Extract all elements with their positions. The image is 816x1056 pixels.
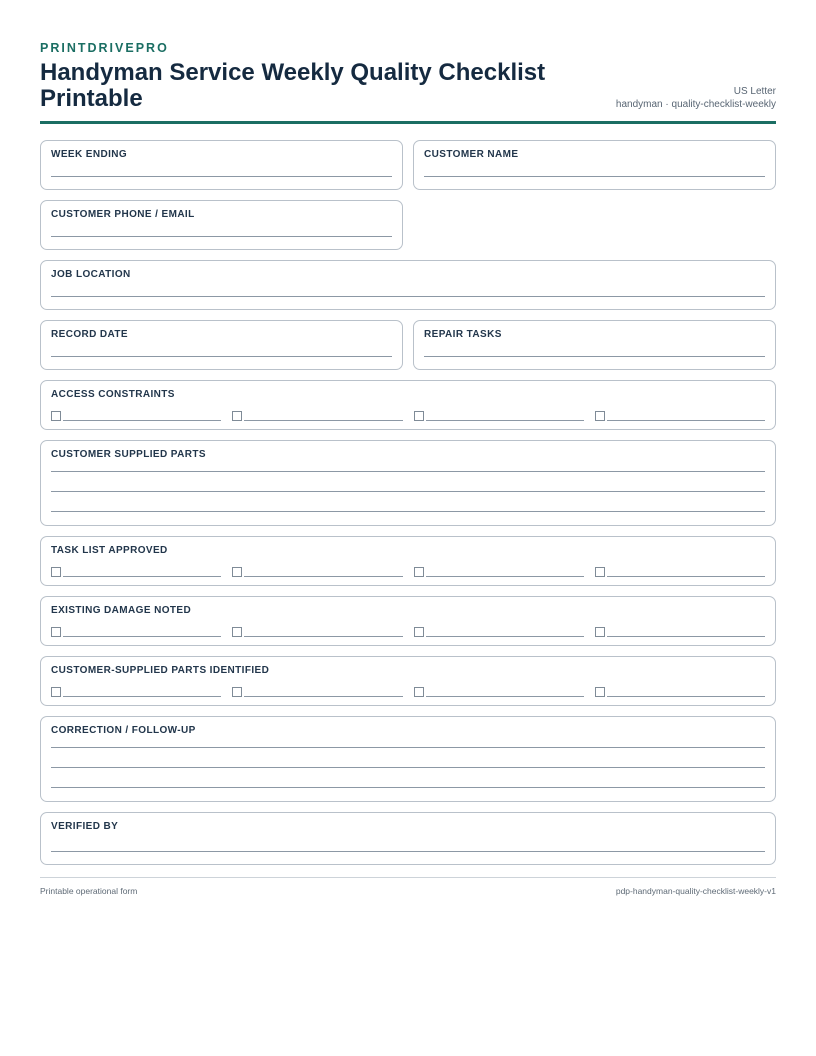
checkbox[interactable]: [595, 687, 605, 697]
checklist-form: [40, 140, 776, 865]
checkbox[interactable]: [414, 687, 424, 697]
checkbox-option: [414, 683, 584, 697]
option-write-line[interactable]: [426, 696, 584, 697]
checkbox[interactable]: [51, 567, 61, 577]
customer-contact-input-line[interactable]: [51, 236, 392, 237]
write-line[interactable]: [51, 491, 765, 492]
access-constraints-options: [51, 407, 765, 421]
customer-supplied-parts-field: [40, 440, 776, 526]
customer-name-field: [413, 140, 776, 190]
form-tags: handyman · quality-checklist-weekly: [615, 99, 776, 110]
option-write-line[interactable]: [63, 636, 221, 637]
option-write-line[interactable]: [426, 636, 584, 637]
checkbox[interactable]: [51, 687, 61, 697]
checkbox[interactable]: [232, 411, 242, 421]
job-location-input-line[interactable]: [51, 296, 765, 297]
customer-contact-label: CUSTOMER PHONE / EMAIL: [51, 209, 195, 220]
verified-by-label: VERIFIED BY: [51, 821, 119, 832]
page-title: Handyman Service Weekly Quality Checklist Printable: [40, 59, 546, 112]
checkbox-option: [232, 563, 402, 577]
checkbox-option: [232, 683, 402, 697]
write-line[interactable]: [51, 747, 765, 748]
option-write-line[interactable]: [607, 576, 765, 577]
job-location-field: [40, 260, 776, 310]
option-write-line[interactable]: [63, 576, 221, 577]
correction-follow-up-label: CORRECTION / FOLLOW-UP: [51, 725, 196, 736]
checkbox-option: [232, 623, 402, 637]
checkbox-option: [414, 563, 584, 577]
customer-contact-field: [40, 200, 403, 250]
access-constraints-label: ACCESS CONSTRAINTS: [51, 389, 175, 400]
option-write-line[interactable]: [244, 636, 402, 637]
write-line[interactable]: [51, 767, 765, 768]
checkbox-option: [51, 623, 221, 637]
repair-tasks-input-line[interactable]: [424, 356, 765, 357]
option-write-line[interactable]: [607, 636, 765, 637]
week-ending-field: [40, 140, 403, 190]
checkbox-option: [51, 683, 221, 697]
repair-tasks-label: REPAIR TASKS: [424, 329, 502, 340]
option-write-line[interactable]: [63, 696, 221, 697]
checkbox-option: [595, 623, 765, 637]
existing-damage-noted-options: [51, 623, 765, 637]
option-write-line[interactable]: [244, 420, 402, 421]
checkbox-option: [595, 407, 765, 421]
checkbox-option: [51, 563, 221, 577]
checkbox[interactable]: [595, 567, 605, 577]
task-list-approved-label: TASK LIST APPROVED: [51, 545, 168, 556]
checkbox[interactable]: [232, 627, 242, 637]
option-write-line[interactable]: [426, 576, 584, 577]
customer-name-input-line[interactable]: [424, 176, 765, 177]
page-footer: [40, 877, 776, 896]
customer-supplied-parts-identified-label: CUSTOMER-SUPPLIED PARTS IDENTIFIED: [51, 665, 270, 676]
customer-name-label: CUSTOMER NAME: [424, 149, 519, 160]
job-location-label: JOB LOCATION: [51, 269, 131, 280]
verified-by-input-line[interactable]: [51, 851, 765, 852]
option-write-line[interactable]: [244, 696, 402, 697]
paper-size: US Letter: [733, 86, 776, 97]
access-constraints-field: [40, 380, 776, 430]
verified-by-field: [40, 812, 776, 865]
page-meta: [616, 85, 776, 111]
checkbox-option: [232, 407, 402, 421]
checkbox-option: [51, 407, 221, 421]
option-write-line[interactable]: [426, 420, 584, 421]
checkbox[interactable]: [414, 567, 424, 577]
option-write-line[interactable]: [63, 420, 221, 421]
option-write-line[interactable]: [244, 576, 402, 577]
page-header: [40, 40, 776, 124]
record-date-input-line[interactable]: [51, 356, 392, 357]
customer-supplied-parts-label: CUSTOMER SUPPLIED PARTS: [51, 449, 206, 460]
week-ending-input-line[interactable]: [51, 176, 392, 177]
checkbox[interactable]: [232, 567, 242, 577]
footer-form-type: Printable operational form: [40, 886, 138, 896]
repair-tasks-field: [413, 320, 776, 370]
existing-damage-noted-field: [40, 596, 776, 646]
week-ending-label: WEEK ENDING: [51, 149, 128, 160]
checkbox[interactable]: [414, 627, 424, 637]
record-date-field: [40, 320, 403, 370]
write-line[interactable]: [51, 471, 765, 472]
checkbox[interactable]: [414, 411, 424, 421]
option-write-line[interactable]: [607, 696, 765, 697]
customer-supplied-parts-identified-options: [51, 683, 765, 697]
checkbox-option: [595, 683, 765, 697]
record-date-label: RECORD DATE: [51, 329, 128, 340]
footer-form-id: pdp-handyman-quality-checklist-weekly-v1: [615, 886, 776, 896]
checkbox[interactable]: [232, 687, 242, 697]
checkbox[interactable]: [595, 627, 605, 637]
write-line[interactable]: [51, 787, 765, 788]
checkbox-option: [414, 623, 584, 637]
checkbox-option: [414, 407, 584, 421]
correction-follow-up-field: [40, 716, 776, 802]
checkbox[interactable]: [51, 627, 61, 637]
task-list-approved-options: [51, 563, 765, 577]
brand-name: PRINTDRIVEPRO: [40, 41, 169, 55]
write-line[interactable]: [51, 511, 765, 512]
option-write-line[interactable]: [607, 420, 765, 421]
task-list-approved-field: [40, 536, 776, 586]
checkbox[interactable]: [595, 411, 605, 421]
existing-damage-noted-label: EXISTING DAMAGE NOTED: [51, 605, 192, 616]
checkbox-option: [595, 563, 765, 577]
customer-supplied-parts-identified-field: [40, 656, 776, 706]
checkbox[interactable]: [51, 411, 61, 421]
